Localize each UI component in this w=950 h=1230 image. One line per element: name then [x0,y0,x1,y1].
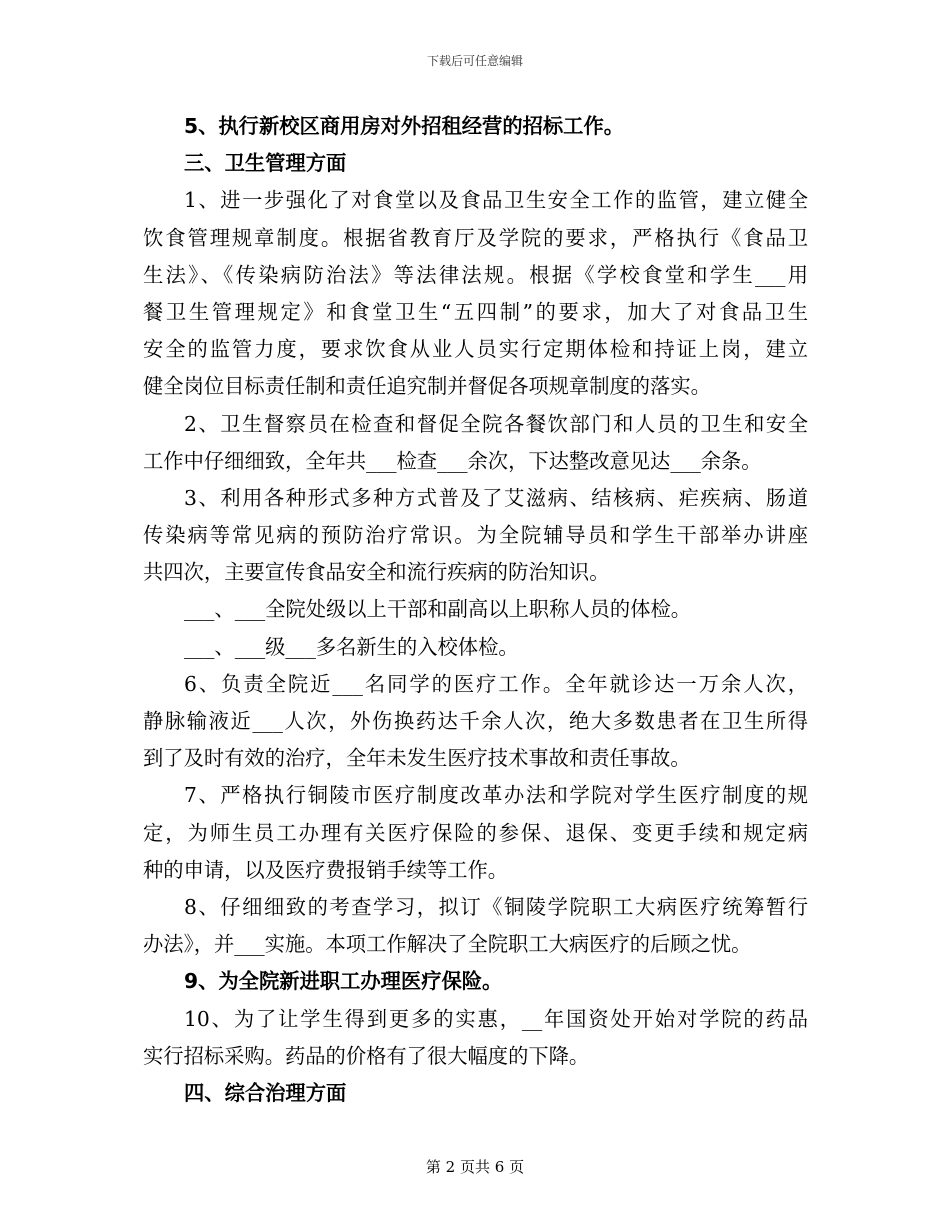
paragraph-line: 共四次，主要宣传食品安全和流行疾病的防治知识。 [143,560,610,585]
paragraph-line: 办法》，并___实施。本项工作解决了全院职工大病医疗的后顾之忧。 [143,932,752,957]
document-body [143,108,808,1112]
item-9-heading: 9、为全院新进职工办理医疗保险。 [184,969,503,994]
paragraph-line: 2、卫生督察员在检查和督促全院各餐饮部门和人员的卫生和安全 [184,411,808,436]
paragraph-line: 3、利用各种形式多种方式普及了艾滋病、结核病、疟疾病、肠道 [184,485,808,510]
paragraph-line: 8、仔细细致的考查学习，拟订《铜陵学院职工大病医疗统筹暂行 [184,894,808,919]
paragraph-line: 生法》、《传染病防治法》等法律法规。根据《学校食堂和学生___用 [143,262,808,287]
paragraph-line: 10、为了让学生得到更多的实惠，__年国资处开始对学院的药品 [184,1006,808,1031]
paragraph-line: 1、进一步强化了对食堂以及食品卫生安全工作的监管，建立健全 [184,188,808,213]
paragraph-line: ___、___级___多名新生的入校体检。 [184,634,519,659]
paragraph-line: 定，为师生员工办理有关医疗保险的参保、退保、变更手续和规定病 [143,820,808,845]
paragraph-line: 饮食管理规章制度。根据省教育厅及学院的要求，严格执行《食品卫 [143,225,808,250]
paragraph-line: 7、严格执行铜陵市医疗制度改革办法和学院对学生医疗制度的规 [184,783,808,808]
section-3-heading: 三、卫生管理方面 [184,151,347,176]
paragraph-line: 实行招标采购。药品的价格有了很大幅度的下降。 [143,1043,590,1068]
paragraph-line: 传染病等常见病的预防治疗常识。为全院辅导员和学生干部举办讲座 [143,523,808,548]
paragraph-line: 工作中仔细细致，全年共___检查___余次，下达整改意见达___余条。 [143,448,762,473]
paragraph-line: 到了及时有效的治疗，全年未发生医疗技术事故和责任事故。 [143,746,691,771]
paragraph-line: 健全岗位目标责任制和责任追究制并督促各项规章制度的落实。 [143,374,711,399]
page-header: 下载后可任意编辑 [426,54,523,68]
paragraph-line: 静脉输液近___人次，外伤换药达千余人次，绝大多数患者在卫生所得 [143,709,808,733]
page-footer: 第 2 页共 6 页 [425,1158,525,1176]
item-5-heading: 5、执行新校区商用房对外招租经营的招标工作。 [184,114,625,138]
paragraph-line: 6、负责全院近___名同学的医疗工作。全年就诊达一万余人次， [184,671,808,696]
paragraph-line: ___、___全院处级以上干部和副高以上职称人员的体检。 [184,597,692,622]
paragraph-line: 安全的监管力度，要求饮食从业人员实行定期体检和持证上岗，建立 [143,337,808,362]
paragraph-line: 种的申请，以及医疗费报销手续等工作。 [143,857,509,882]
section-4-heading: 四、综合治理方面 [184,1080,347,1105]
paragraph-line: 餐卫生管理规定》和食堂卫生“五四制”的要求，加大了对食品卫生 [143,299,808,324]
